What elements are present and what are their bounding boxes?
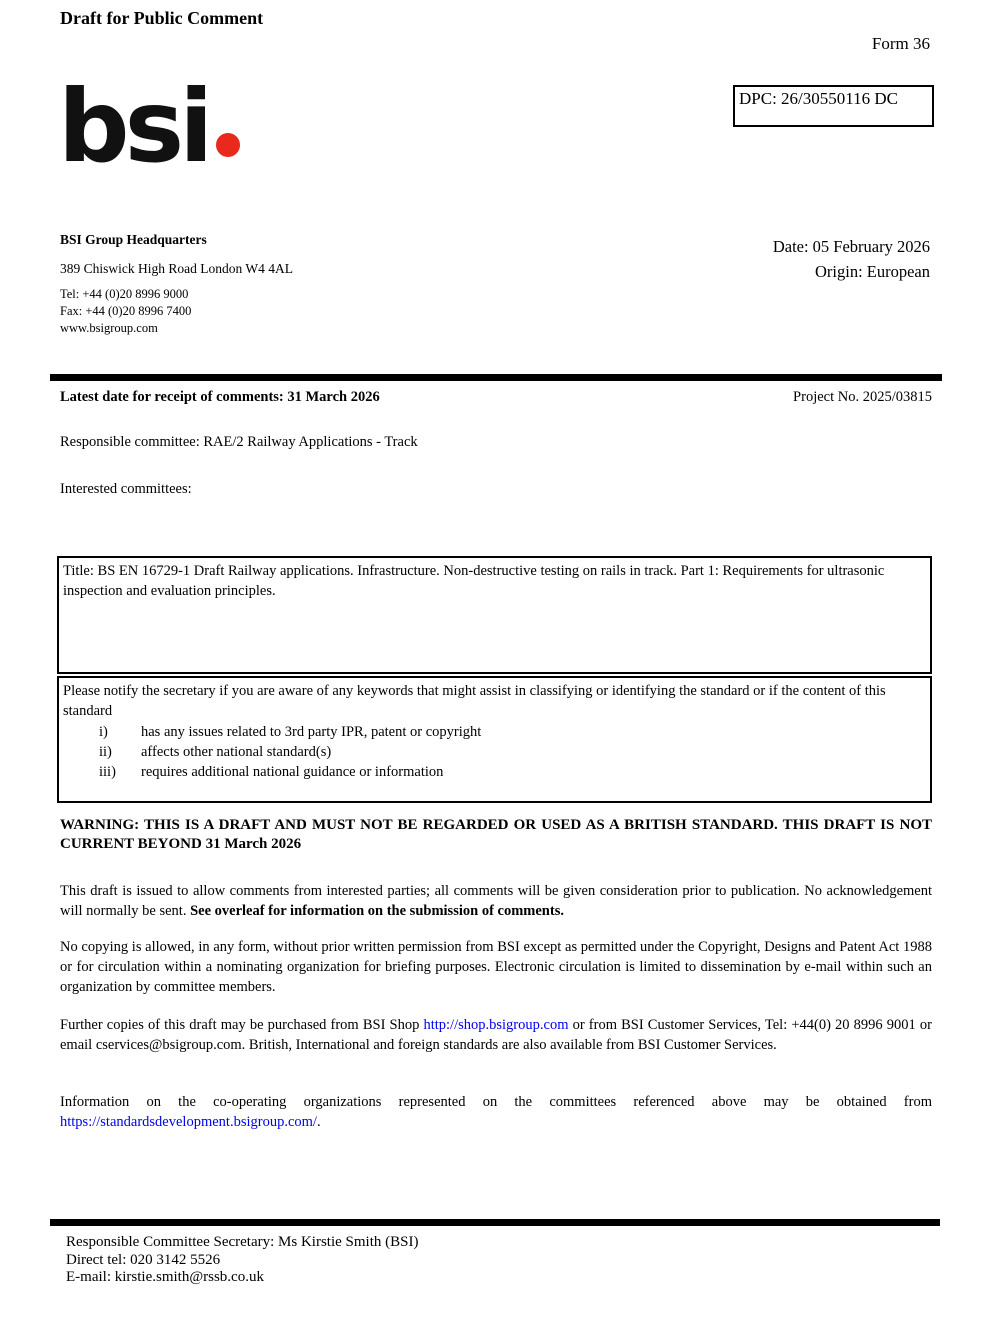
list-item-text: has any issues related to 3rd party IPR, patent or copyright [141, 724, 482, 740]
paragraph-text: Information on the co-operating organizations represented on the committees referenced above may be obtained from [60, 1094, 932, 1110]
dpc-number-box [733, 85, 934, 127]
contact-block [60, 232, 400, 337]
document-origin: Origin: European [814, 262, 930, 281]
contact-name: BSI Group Headquarters [60, 232, 207, 247]
list-item [63, 742, 926, 762]
bottom-divider-rule [50, 1219, 940, 1226]
bsi-logo-dot [216, 133, 240, 157]
paragraph-text: or from BSI Customer Services, Tel: +44(0) 20 8996 9001 or email cservices@bsigroup.com. British, International and foreign standards are also available from BSI Customer Services. [60, 1017, 933, 1053]
paragraph-comments-info [60, 881, 932, 921]
paragraph-further-copies [60, 1015, 932, 1055]
comments-deadline-row [60, 389, 932, 406]
standards-development-link[interactable]: https://standardsdevelopment.bsigroup.com/ [60, 1114, 317, 1130]
paragraph-text: . [316, 1114, 321, 1130]
contact-website: www.bsigroup.com [60, 321, 158, 335]
top-divider-rule [50, 374, 942, 381]
paragraph-text-bold: See overleaf for information on the submission of comments. [190, 903, 564, 919]
keywords-box [57, 676, 932, 803]
form-number: Form 36 [871, 34, 930, 53]
bsi-logo [58, 68, 240, 202]
project-number: Project No. 2025/03815 [793, 389, 932, 405]
list-item [63, 762, 926, 782]
bsi-logo-text: bsi [58, 68, 209, 185]
keywords-list [63, 722, 926, 782]
paragraph-text: This draft is issued to allow comments from interested parties; all comments will be given consideration prior to publication. No acknowledgement will normally be sent. [60, 883, 932, 919]
list-item-number: iii) [99, 764, 116, 780]
list-item-text: affects other national standard(s) [141, 744, 332, 760]
list-item [63, 722, 926, 742]
standard-title: Title: BS EN 16729-1 Draft Railway applications. Infrastructure. Non-destructive testing on rails in track. Part 1: Requirements for ultrasonic inspection and evaluation principles. [63, 563, 885, 599]
latest-date-for-comments: Latest date for receipt of comments: 31 March 2026 [60, 389, 380, 405]
list-item-number: ii) [99, 744, 112, 760]
paragraph-text: Further copies of this draft may be purchased from BSI Shop [60, 1017, 424, 1033]
draft-warning: WARNING: THIS IS A DRAFT AND MUST NOT BE REGARDED OR USED AS A BRITISH STANDARD. THIS DRAFT IS NOT CURRENT BEYOND 31 March 2026 [60, 817, 932, 852]
contact-address: 389 Chiswick High Road London W4 4AL [60, 261, 293, 276]
document-date: Date: 05 February 2026 [772, 237, 930, 256]
keywords-intro: Please notify the secretary if you are aware of any keywords that might assist in classifying or identifying the standard or if the content of this standard [63, 683, 886, 719]
dpc-number: DPC: 26/30550116 DC [739, 89, 899, 108]
interested-committees-label: Interested committees: [60, 481, 192, 497]
list-item-text: requires additional national guidance or information [141, 764, 444, 780]
secretary-email: E-mail: kirstie.smith@rssb.co.uk [66, 1269, 264, 1285]
title-box [57, 556, 932, 674]
contact-tel: Tel: +44 (0)20 8996 9000 [60, 287, 189, 301]
date-origin-block [773, 234, 930, 284]
committee-secretary: Responsible Committee Secretary: Ms Kirstie Smith (BSI) [66, 1234, 419, 1250]
list-item-number: i) [99, 724, 108, 740]
bsi-shop-link[interactable]: http://shop.bsigroup.com [423, 1017, 569, 1033]
responsible-committee: Responsible committee: RAE/2 Railway Applications - Track [60, 434, 418, 450]
paragraph-copyright: No copying is allowed, in any form, without prior written permission from BSI except as permitted under the Copyright, Designs and Patent Act 1988 or for circulation within a nominating organization for briefing purposes. Electronic circulation is limited to dissemination by e-mail within such an organization by committee members. [60, 939, 932, 995]
secretary-direct-tel: Direct tel: 020 3142 5526 [66, 1251, 221, 1268]
footer-contact-block [66, 1234, 418, 1287]
contact-fax: Fax: +44 (0)20 8996 7400 [60, 304, 192, 318]
page-title: Draft for Public Comment [60, 8, 264, 28]
paragraph-cooperating-orgs [60, 1092, 932, 1132]
